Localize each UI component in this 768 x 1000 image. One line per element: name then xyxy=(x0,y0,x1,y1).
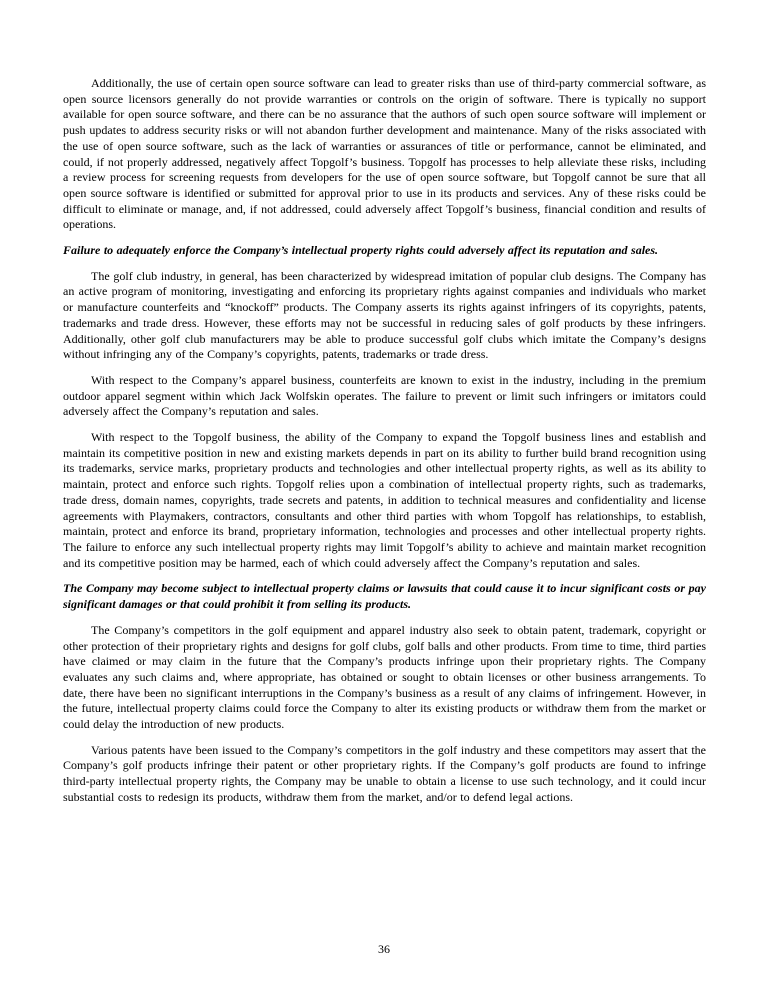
section-heading-ip-claims: The Company may become subject to intellectual property claims or lawsuits that could cause it to incur significant costs or pay significant damages or that could prohibit it from selling its products. xyxy=(63,581,706,612)
paragraph-golf-club-industry: The golf club industry, in general, has been characterized by widespread imitation of popular club designs. The Company has an active program of monitoring, investigating and enforcing its proprietary rights against companies and individuals who market or manufacture counterfeits and “knockoff” products. The Company asserts its rights against infringers of its copyrights, patents, trademarks and trade dress. However, these efforts may not be successful in reducing sales of golf products by these infringers. Additionally, other golf club manufacturers may be able to produce successful golf clubs which imitate the Company’s designs without infringing any of the Company’s copyrights, patents, trademarks or trade dress. xyxy=(63,268,706,362)
paragraph-apparel-counterfeits: With respect to the Company’s apparel business, counterfeits are known to exist in the industry, including in the premium outdoor apparel segment within which Jack Wolfskin operates. The failure to prevent or limit such infringers or imitators could adversely affect the Company’s reputation and sales. xyxy=(63,372,706,419)
paragraph-open-source-risks: Additionally, the use of certain open source software can lead to greater risks than use of third-party commercial software, as open source licensors generally do not provide warranties or controls on the origin of software. There is typically no support available for open source software, and there can be no assurance that the authors of such open source software will implement or push updates to address security risks or will not abandon further development and maintenance. Many of the risks associated with the use of open source software, such as the lack of warranties or assurances of title or performance, cannot be eliminated, and could, if not properly addressed, negatively affect Topgolf’s business. Topgolf has processes to help alleviate these risks, including a review process for screening requests from developers for the use of open source software, but Topgolf cannot be sure that all open source software is identified or submitted for approval prior to use in its products and services. Any of these risks could be difficult to eliminate or manage, and, if not addressed, could adversely affect Topgolf’s business, financial condition and results of operations. xyxy=(63,76,706,232)
paragraph-topgolf-brand: With respect to the Topgolf business, the ability of the Company to expand the Topgolf business lines and establish and maintain its competitive position in new and existing markets depends in part on its ability to further build brand recognition using its trademarks, service marks, proprietary products and technologies and other intellectual property rights, as well as its ability to maintain, protect and enforce such rights. Topgolf relies upon a combination of intellectual property rights, such as trademarks, trade dress, domain names, copyrights, trade secrets and patents, in addition to technical measures and confidentiality and license agreements with Playmakers, contractors, consultants and other third parties with whom Topgolf has relationships, to establish, maintain, protect and enforce its brand, proprietary information, technologies and processes and other intellectual property rights. The failure to enforce any such intellectual property rights may limit Topgolf’s ability to achieve and maintain market recognition and its competitive position may be harmed, each of which could adversely affect the Company’s reputation and sales. xyxy=(63,430,706,570)
paragraph-various-patents: Various patents have been issued to the Company’s competitors in the golf industry and these competitors may assert that the Company’s golf products infringe their patent or other proprietary rights. If the Company’s golf products are found to infringe third-party intellectual property rights, the Company may be unable to obtain a license to use such technology, and it could incur substantial costs to redesign its products, withdraw them from the market, and/or to defend legal actions. xyxy=(63,742,706,804)
document-body xyxy=(63,76,706,816)
paragraph-competitors-claims: The Company’s competitors in the golf equipment and apparel industry also seek to obtain patent, trademark, copyright or other protection of their proprietary rights and designs for golf clubs, golf balls and other products. From time to time, third parties have claimed or may claim in the future that the Company’s products infringe upon their proprietary rights. The Company evaluates any such claims and, where appropriate, has obtained or sought to obtain licenses or other business arrangements. To date, there have been no significant interruptions in the Company’s business as a result of any claims of infringement. However, in the future, intellectual property claims could force the Company to alter its existing products or withdraw them from the market or could delay the introduction of new products. xyxy=(63,622,706,732)
section-heading-enforce-ip-rights: Failure to adequately enforce the Company’s intellectual property rights could adversely affect its reputation and sales. xyxy=(63,243,659,258)
page-number: 36 xyxy=(378,942,390,956)
